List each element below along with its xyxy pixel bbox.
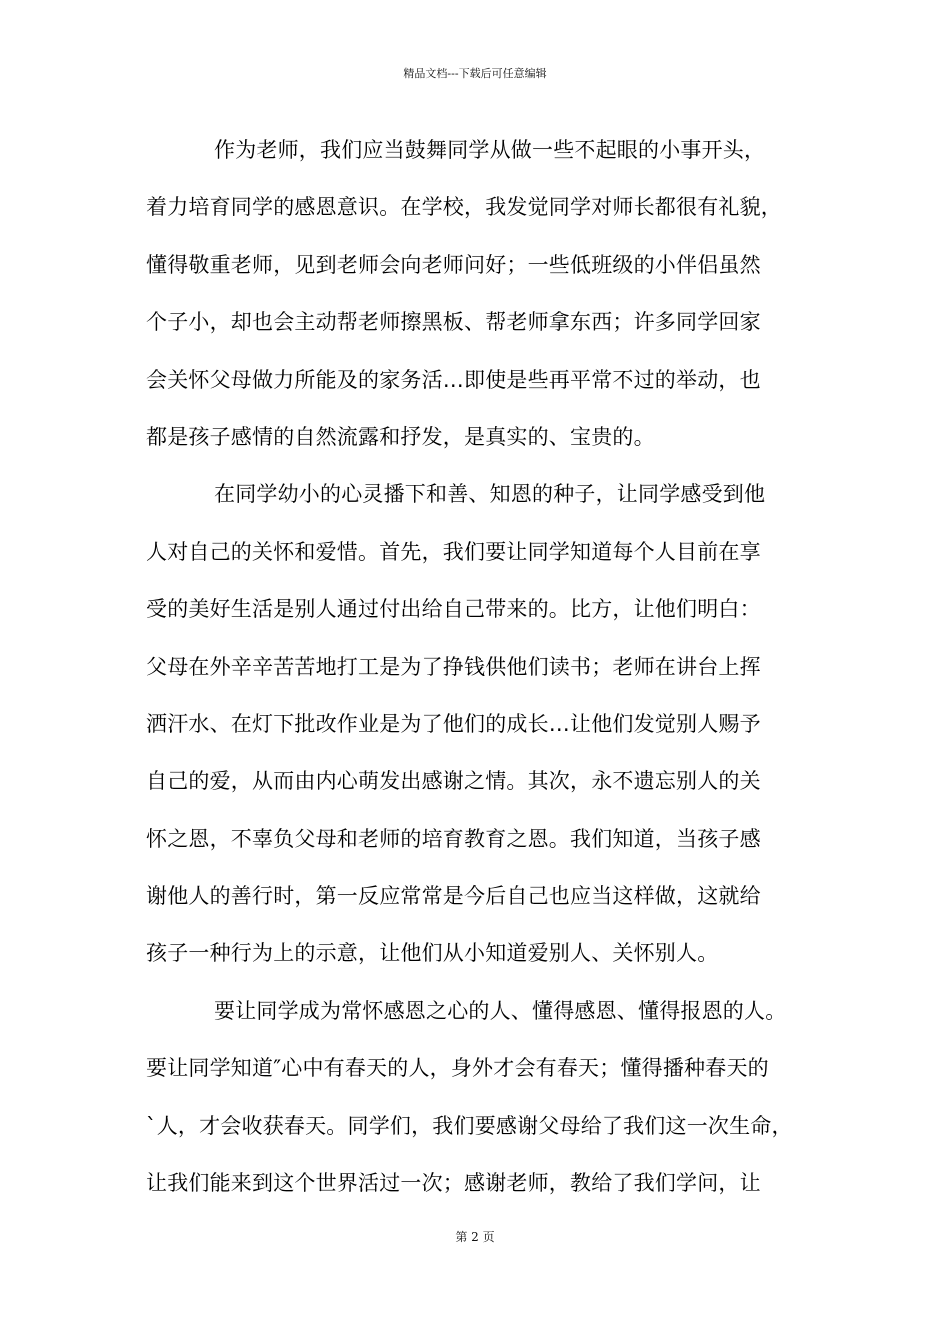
page-header: 精品文档---下载后可任意编辑	[403, 67, 547, 80]
text-line: `人，才会收获春天。同学们，我们要感谢父母给了我们这一次生命，	[146, 1113, 793, 1138]
text-line: 孩子一种行为上的示意，让他们从小知道爱别人、关怀别人。	[146, 941, 719, 966]
text-line: 懂得敬重老师，见到老师会向老师问好；一些低班级的小伴侣虽然	[146, 252, 761, 277]
text-line: 要让同学成为常怀感恩之心的人、懂得感恩、懂得报恩的人。	[214, 998, 787, 1023]
text-line: 着力培育同学的感恩意识。在学校，我发觉同学对师长都很有礼貌，	[146, 195, 782, 220]
text-line: 人对自己的关怀和爱惜。首先，我们要让同学知道每个人目前在享	[146, 539, 761, 564]
text-line: 在同学幼小的心灵播下和善、知恩的种子，让同学感受到他	[214, 482, 766, 507]
page-number: 第 2 页	[455, 1230, 495, 1244]
text-line: 谢他人的善行时，第一反应常常是今后自己也应当这样做，这就给	[146, 884, 761, 909]
text-line: 父母在外辛辛苦苦地打工是为了挣钱供他们读书；老师在讲台上挥	[146, 654, 761, 679]
text-line: 自己的爱，从而由内心萌发出感谢之情。其次，永不遗忘别人的关	[146, 769, 761, 794]
text-line: 怀之恩，不辜负父母和老师的培育教育之恩。我们知道，当孩子感	[146, 826, 761, 851]
text-line: 会关怀父母做力所能及的家务活…即使是些再平常不过的举动，也	[146, 367, 761, 392]
text-line: 个子小，却也会主动帮老师擦黑板、帮老师拿东西；许多同学回家	[146, 310, 761, 335]
document-body	[146, 130, 826, 1220]
text-line: 作为老师，我们应当鼓舞同学从做一些不起眼的小事开头，	[214, 138, 766, 162]
text-line: 受的美好生活是别人通过付出给自己带来的。比方，让他们明白：	[146, 597, 761, 622]
text-line: 让我们能来到这个世界活过一次；感谢老师，教给了我们学问，让	[146, 1171, 761, 1196]
text-line: 都是孩子感情的自然流露和抒发，是真实的、宝贵的。	[146, 424, 655, 449]
text-line: 要让同学知道″心中有春天的人，身外才会有春天；懂得播种春天的	[146, 1056, 769, 1081]
text-line: 洒汗水、在灯下批改作业是为了他们的成长…让他们发觉别人赐予	[146, 711, 761, 736]
